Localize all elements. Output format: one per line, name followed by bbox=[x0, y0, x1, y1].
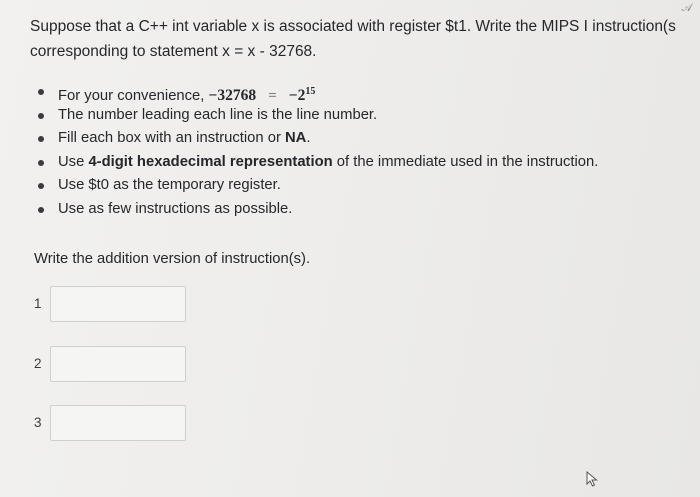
instructions-list bbox=[38, 80, 598, 221]
bullet-icon bbox=[38, 183, 44, 189]
question-line-1: Suppose that a C++ int variable x is associated with register $t1. Write the MIPS I instruction(s bbox=[30, 18, 676, 35]
line-number: 3 bbox=[34, 415, 42, 430]
bullet-icon bbox=[38, 160, 44, 166]
list-item bbox=[38, 198, 598, 222]
bullet-4-text: Use bbox=[58, 153, 89, 170]
list-item bbox=[38, 127, 598, 151]
bullet-icon bbox=[38, 113, 44, 119]
bullet-3-end: . bbox=[306, 130, 311, 146]
list-item bbox=[38, 151, 598, 175]
mouse-cursor-icon bbox=[586, 471, 600, 487]
math-rhs-exponent: 15 bbox=[305, 86, 316, 97]
question-text bbox=[30, 14, 700, 64]
bullet-icon bbox=[38, 207, 44, 213]
list-item bbox=[38, 80, 598, 104]
bullet-4-bold: 4-digit hexadecimal representation bbox=[88, 153, 333, 170]
list-item bbox=[38, 174, 598, 198]
bullet-icon bbox=[38, 136, 44, 142]
addition-prompt: Write the addition version of instruction(s). bbox=[34, 251, 311, 267]
bullet-6-text: Use as few instructions as possible. bbox=[58, 200, 293, 217]
math-lhs: −32768 bbox=[208, 87, 257, 105]
math-equals: = bbox=[268, 88, 277, 105]
line-number: 2 bbox=[34, 356, 42, 371]
math-rhs-base: −2 bbox=[288, 87, 306, 105]
list-item bbox=[38, 104, 598, 128]
bullet-1-prefix: For your convenience, bbox=[58, 88, 205, 105]
bullet-4-end: of the immediate used in the instruction. bbox=[332, 153, 599, 170]
answer-input-2[interactable] bbox=[50, 346, 186, 382]
bullet-icon bbox=[38, 89, 44, 95]
answer-input-3[interactable] bbox=[50, 405, 186, 441]
answer-input-1[interactable] bbox=[50, 286, 186, 322]
translate-icon[interactable]: 𝒜 bbox=[681, 2, 692, 14]
bullet-5-text: Use $t0 as the temporary register. bbox=[58, 177, 281, 193]
bullet-2-text: The number leading each line is the line number. bbox=[58, 106, 378, 123]
bullet-3-bold: NA bbox=[285, 130, 307, 146]
math-rhs bbox=[289, 87, 316, 104]
line-number: 1 bbox=[34, 296, 42, 311]
question-line-2: corresponding to statement x = x - 32768. bbox=[30, 43, 317, 60]
bullet-3-text: Fill each box with an instruction or bbox=[58, 130, 285, 146]
